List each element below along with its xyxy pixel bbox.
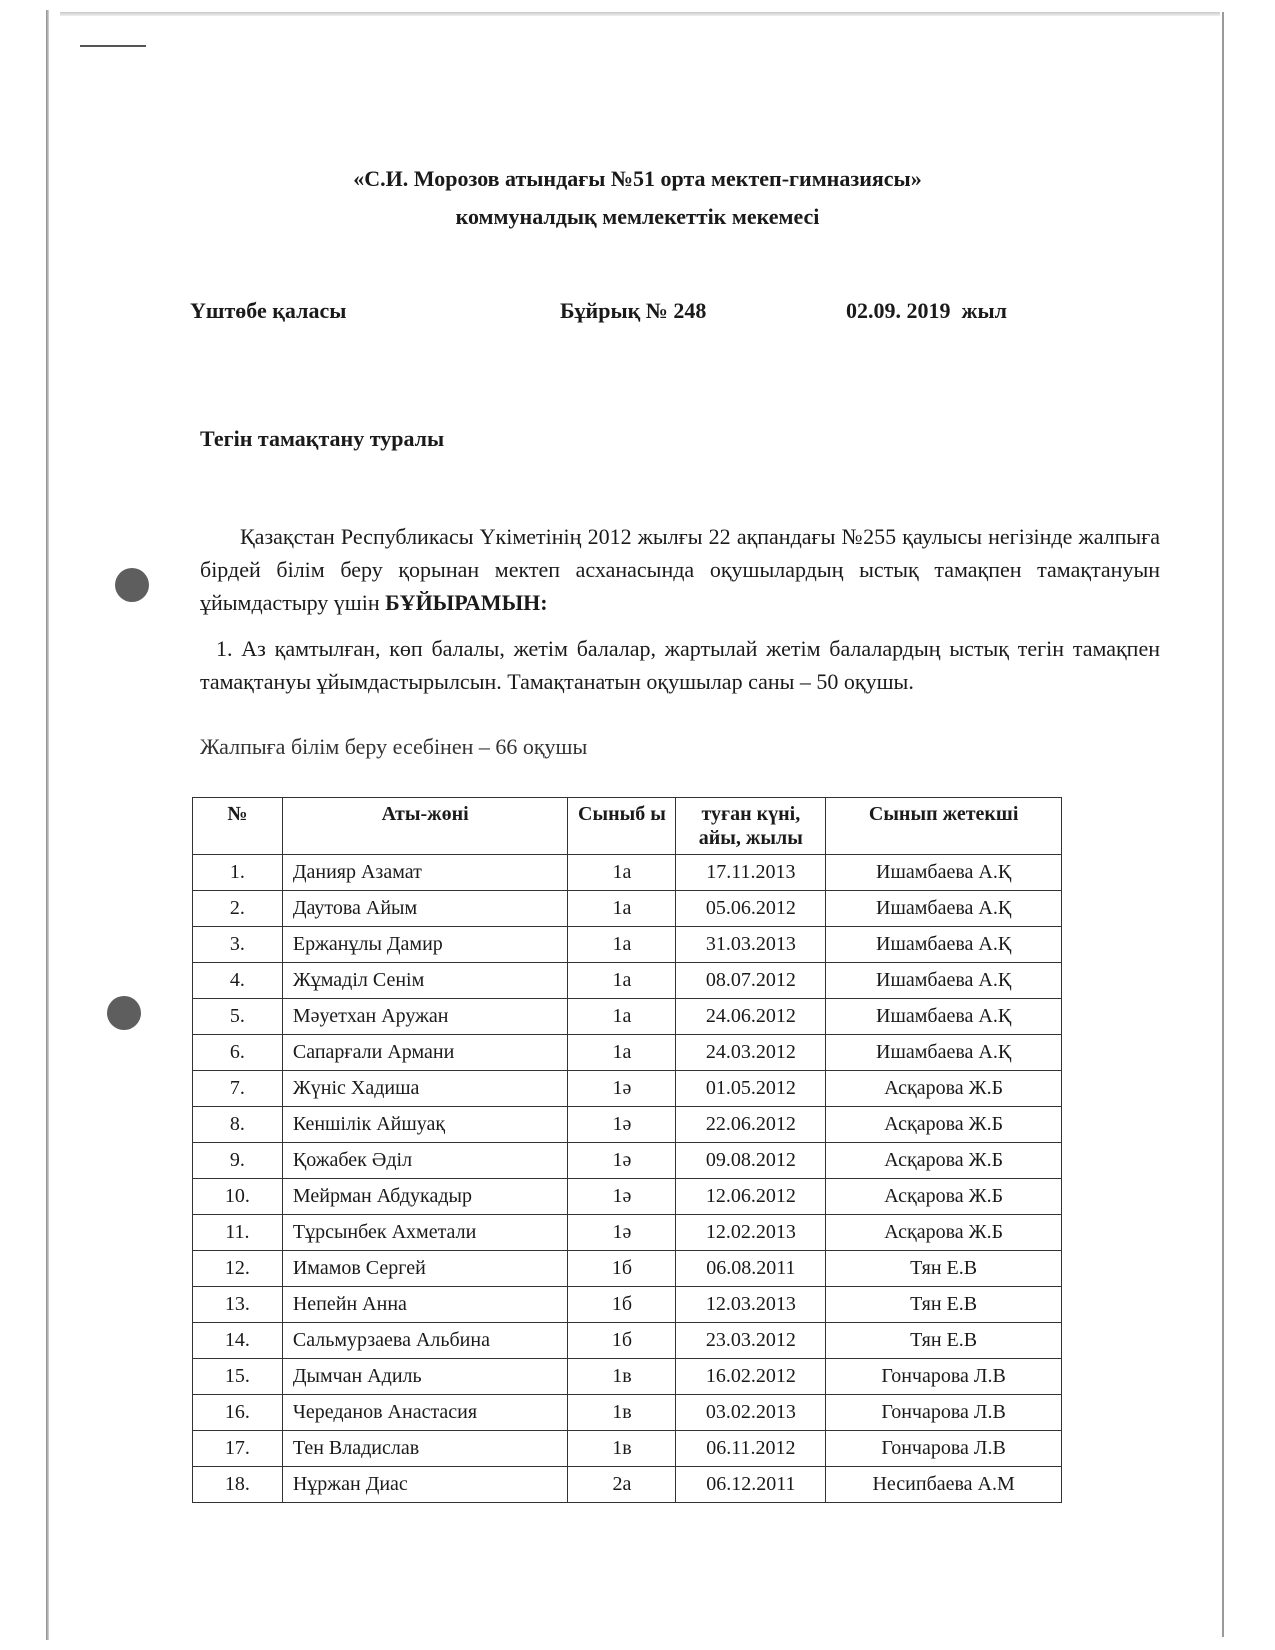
cell-class: 1б <box>568 1287 676 1323</box>
scan-edge-left <box>46 10 49 1640</box>
table-row <box>193 1143 1062 1179</box>
cell-name: Жүніс Хадиша <box>282 1071 568 1107</box>
table-row <box>193 927 1062 963</box>
table-row <box>193 1215 1062 1251</box>
cell-class: 1ә <box>568 1215 676 1251</box>
cell-teacher: Ишамбаева А.Қ <box>826 891 1062 927</box>
org-name-line2: коммуналдық мемлекеттік мекемесі <box>455 204 820 229</box>
cell-class: 1а <box>568 855 676 891</box>
cell-class: 1в <box>568 1431 676 1467</box>
cell-birthdate: 12.03.2013 <box>676 1287 826 1323</box>
cell-birthdate: 24.03.2012 <box>676 1035 826 1071</box>
cell-teacher: Асқарова Ж.Б <box>826 1215 1062 1251</box>
cell-number: 3. <box>193 927 283 963</box>
cell-birthdate: 09.08.2012 <box>676 1143 826 1179</box>
cell-teacher: Гончарова Л.В <box>826 1395 1062 1431</box>
cell-teacher: Асқарова Ж.Б <box>826 1179 1062 1215</box>
subtitle-count: Жалпыға білім беру есебінен – 66 оқушы <box>200 734 588 759</box>
cell-birthdate: 24.06.2012 <box>676 999 826 1035</box>
pen-mark <box>80 45 146 47</box>
cell-class: 1а <box>568 927 676 963</box>
cell-number: 11. <box>193 1215 283 1251</box>
table-row <box>193 1071 1062 1107</box>
table-row <box>193 1287 1062 1323</box>
cell-name: Непейн Анна <box>282 1287 568 1323</box>
scan-edge-right <box>1222 12 1224 1637</box>
header-name: Аты-жөні <box>282 798 568 855</box>
cell-name: Тен Владислав <box>282 1431 568 1467</box>
cell-birthdate: 05.06.2012 <box>676 891 826 927</box>
cell-class: 1в <box>568 1395 676 1431</box>
cell-number: 10. <box>193 1179 283 1215</box>
cell-name: Нұржан Диас <box>282 1467 568 1503</box>
table-row <box>193 1251 1062 1287</box>
header-teacher: Сынып жетекші <box>826 798 1062 855</box>
table-row <box>193 1107 1062 1143</box>
cell-name: Қожабек Әділ <box>282 1143 568 1179</box>
table-row <box>193 891 1062 927</box>
cell-birthdate: 31.03.2013 <box>676 927 826 963</box>
cell-class: 1ә <box>568 1071 676 1107</box>
punch-hole-top <box>115 568 149 602</box>
item-1-paragraph: 1. Аз қамтылған, көп балалы, жетім балалар, жартылай жетім балалардың ыстық тегін тамақпен тамақтануы ұйымдастырылсын. Тамақтанатын оқушылар саны – 50 оқушы. <box>200 636 1160 694</box>
cell-name: Сапарғали Армани <box>282 1035 568 1071</box>
table-row <box>193 963 1062 999</box>
cell-birthdate: 08.07.2012 <box>676 963 826 999</box>
cell-name: Мейрман Абдукадыр <box>282 1179 568 1215</box>
cell-class: 1а <box>568 963 676 999</box>
cell-number: 7. <box>193 1071 283 1107</box>
cell-name: Данияр Азамат <box>282 855 568 891</box>
cell-class: 1б <box>568 1251 676 1287</box>
table-row <box>193 1323 1062 1359</box>
organization-heading <box>0 160 1275 236</box>
preamble-text: Қазақстан Республикасы Үкіметінің 2012 жылғы 22 ақпандағы №255 қаулысы негізінде жалпыға бірдей білім беру қорынан мектеп асханасында оқушылардың ыстық тамақпен тамақтануын ұйымдастыру үшін <box>200 524 1160 615</box>
cell-number: 14. <box>193 1323 283 1359</box>
cell-teacher: Ишамбаева А.Қ <box>826 999 1062 1035</box>
cell-number: 6. <box>193 1035 283 1071</box>
cell-number: 2. <box>193 891 283 927</box>
cell-number: 18. <box>193 1467 283 1503</box>
cell-name: Жұмаділ Сенім <box>282 963 568 999</box>
cell-class: 1ә <box>568 1107 676 1143</box>
table-row <box>193 1395 1062 1431</box>
document-title: Тегін тамақтану туралы <box>200 426 445 451</box>
cell-number: 8. <box>193 1107 283 1143</box>
cell-teacher: Тян Е.В <box>826 1287 1062 1323</box>
cell-birthdate: 12.02.2013 <box>676 1215 826 1251</box>
cell-name: Тұрсынбек Ахметали <box>282 1215 568 1251</box>
cell-birthdate: 01.05.2012 <box>676 1071 826 1107</box>
cell-teacher: Тян Е.В <box>826 1323 1062 1359</box>
cell-number: 1. <box>193 855 283 891</box>
preamble-paragraph <box>200 520 1160 619</box>
table-row <box>193 999 1062 1035</box>
order-date: 02.09. 2019 жыл <box>846 298 1007 323</box>
cell-class: 1а <box>568 891 676 927</box>
cell-teacher: Асқарова Ж.Б <box>826 1143 1062 1179</box>
cell-birthdate: 06.08.2011 <box>676 1251 826 1287</box>
cell-number: 4. <box>193 963 283 999</box>
cell-name: Даутова Айым <box>282 891 568 927</box>
cell-teacher: Гончарова Л.В <box>826 1359 1062 1395</box>
table-row <box>193 855 1062 891</box>
cell-number: 13. <box>193 1287 283 1323</box>
cell-teacher: Асқарова Ж.Б <box>826 1107 1062 1143</box>
header-number: № <box>193 798 283 855</box>
cell-class: 1а <box>568 999 676 1035</box>
cell-birthdate: 03.02.2013 <box>676 1395 826 1431</box>
cell-birthdate: 06.12.2011 <box>676 1467 826 1503</box>
table-body <box>193 855 1062 1503</box>
cell-class: 1в <box>568 1359 676 1395</box>
decree-word: БҰЙЫРАМЫН: <box>385 590 548 615</box>
table-header-row <box>193 798 1062 855</box>
cell-number: 17. <box>193 1431 283 1467</box>
city-label: Үштөбе қаласы <box>190 298 347 323</box>
cell-name: Сальмурзаева Альбина <box>282 1323 568 1359</box>
cell-birthdate: 12.06.2012 <box>676 1179 826 1215</box>
cell-class: 1ә <box>568 1179 676 1215</box>
table-row <box>193 1359 1062 1395</box>
cell-name: Мәуетхан Аружан <box>282 999 568 1035</box>
cell-teacher: Гончарова Л.В <box>826 1431 1062 1467</box>
cell-teacher: Несипбаева А.М <box>826 1467 1062 1503</box>
cell-class: 2а <box>568 1467 676 1503</box>
cell-number: 12. <box>193 1251 283 1287</box>
cell-teacher: Тян Е.В <box>826 1251 1062 1287</box>
cell-class: 1ә <box>568 1143 676 1179</box>
student-table <box>192 797 1062 1503</box>
cell-number: 5. <box>193 999 283 1035</box>
cell-teacher: Асқарова Ж.Б <box>826 1071 1062 1107</box>
cell-name: Имамов Сергей <box>282 1251 568 1287</box>
header-class: Сыныб ы <box>568 798 676 855</box>
table-row <box>193 1431 1062 1467</box>
table-row <box>193 1035 1062 1071</box>
cell-birthdate: 22.06.2012 <box>676 1107 826 1143</box>
punch-hole-bottom <box>107 996 141 1030</box>
org-name-line1: «С.И. Морозов атындағы №51 орта мектеп-гимназиясы» <box>353 166 922 191</box>
table-row <box>193 1467 1062 1503</box>
cell-name: Череданов Анастасия <box>282 1395 568 1431</box>
cell-number: 15. <box>193 1359 283 1395</box>
cell-birthdate: 23.03.2012 <box>676 1323 826 1359</box>
scan-edge-top <box>60 12 1220 16</box>
cell-teacher: Ишамбаева А.Қ <box>826 927 1062 963</box>
cell-teacher: Ишамбаева А.Қ <box>826 855 1062 891</box>
cell-number: 9. <box>193 1143 283 1179</box>
header-birthdate: туған күні, айы, жылы <box>676 798 826 855</box>
cell-name: Дымчан Адиль <box>282 1359 568 1395</box>
table-row <box>193 1179 1062 1215</box>
cell-teacher: Ишамбаева А.Қ <box>826 1035 1062 1071</box>
cell-birthdate: 16.02.2012 <box>676 1359 826 1395</box>
cell-number: 16. <box>193 1395 283 1431</box>
cell-teacher: Ишамбаева А.Қ <box>826 963 1062 999</box>
order-number: Бұйрық № 248 <box>560 298 707 323</box>
cell-birthdate: 06.11.2012 <box>676 1431 826 1467</box>
cell-class: 1б <box>568 1323 676 1359</box>
cell-name: Ержанұлы Дамир <box>282 927 568 963</box>
cell-birthdate: 17.11.2013 <box>676 855 826 891</box>
cell-name: Кеншілік Айшуақ <box>282 1107 568 1143</box>
cell-class: 1а <box>568 1035 676 1071</box>
